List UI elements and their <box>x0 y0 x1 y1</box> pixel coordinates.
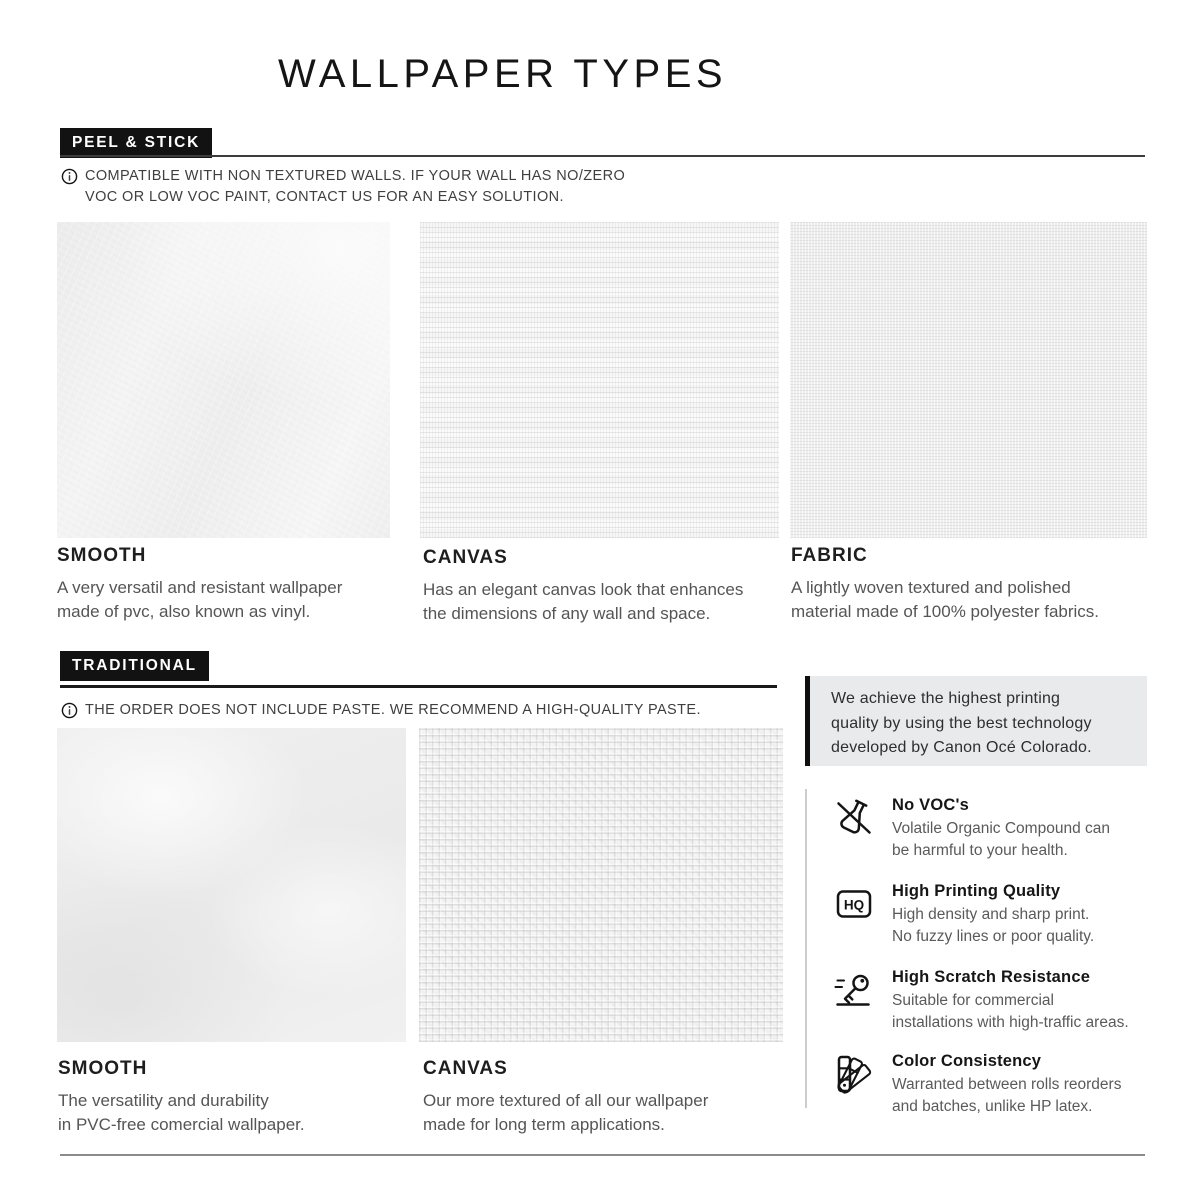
section-label-peel-stick: PEEL & STICK <box>60 128 212 158</box>
peel-stick-note <box>61 166 625 208</box>
swatch-title: SMOOTH <box>58 1058 148 1079</box>
feature-high-printing-quality <box>831 881 1171 947</box>
page-title: WALLPAPER TYPES <box>277 52 728 96</box>
swatch-image-smooth-peel <box>57 222 390 538</box>
swatch-title: CANVAS <box>423 1058 508 1079</box>
swatch-description: Our more textured of all our wallpaper made for long term applications. <box>423 1091 709 1134</box>
info-icon <box>61 168 78 185</box>
swatch-title: FABRIC <box>791 545 868 566</box>
info-icon <box>61 702 78 719</box>
hq-badge-icon <box>831 881 877 927</box>
scratch-key-icon <box>831 967 877 1013</box>
printing-quality-quote-box: We achieve the highest printing quality by using the best technology developed by Canon Océ Colorado. <box>805 676 1147 766</box>
peel-stick-note-text: COMPATIBLE WITH NON TEXTURED WALLS. IF YOUR WALL HAS NO/ZERO VOC OR LOW VOC PAINT, CONTACT US FOR AN EASY SOLUTION. <box>85 168 626 205</box>
feature-text <box>892 795 1110 861</box>
feature-description: Warranted between rolls reorders and batches, unlike HP latex. <box>892 1076 1122 1115</box>
feature-description: Volatile Organic Compound can be harmful to your health. <box>892 820 1110 859</box>
feature-description: High density and sharp print. No fuzzy lines or poor quality. <box>892 906 1095 945</box>
swatch-description: A very versatil and resistant wallpaper made of pvc, also known as vinyl. <box>57 578 343 621</box>
feature-title: High Scratch Resistance <box>892 968 1091 986</box>
feature-title: High Printing Quality <box>892 882 1061 900</box>
traditional-note <box>61 700 701 721</box>
feature-title: No VOC's <box>892 796 970 814</box>
caption-fabric-peel <box>791 545 1099 624</box>
swatch-image-smooth-traditional <box>57 728 406 1042</box>
swatch-description: Has an elegant canvas look that enhances the dimensions of any wall and space. <box>423 580 744 623</box>
features-divider-line <box>805 789 807 1108</box>
caption-smooth-traditional <box>58 1058 305 1137</box>
no-voc-flask-crossed-icon <box>831 795 877 841</box>
caption-canvas-peel <box>423 547 743 626</box>
caption-smooth-peel <box>57 545 342 624</box>
color-swatch-fan-icon <box>831 1051 877 1097</box>
feature-description: Suitable for commercial installations with high-traffic areas. <box>892 992 1129 1031</box>
section-rule-peel-stick <box>60 155 1145 157</box>
feature-text <box>892 881 1094 947</box>
swatch-description: The versatility and durability in PVC-free comercial wallpaper. <box>58 1091 305 1134</box>
swatch-image-canvas-traditional <box>419 728 783 1042</box>
section-label-traditional: TRADITIONAL <box>60 651 209 681</box>
hq-icon-letters: HQ <box>843 897 865 913</box>
feature-text <box>892 1051 1121 1117</box>
swatch-image-fabric-peel <box>790 222 1147 538</box>
swatch-title: SMOOTH <box>57 545 147 566</box>
feature-text <box>892 967 1129 1033</box>
swatch-title: CANVAS <box>423 547 508 568</box>
feature-no-vocs <box>831 795 1171 861</box>
section-rule-traditional <box>60 685 777 688</box>
caption-canvas-traditional <box>423 1058 708 1137</box>
feature-title: Color Consistency <box>892 1052 1042 1070</box>
swatch-description: A lightly woven textured and polished material made of 100% polyester fabrics. <box>791 578 1100 621</box>
traditional-note-text: THE ORDER DOES NOT INCLUDE PASTE. WE RECOMMEND A HIGH-QUALITY PASTE. <box>85 702 701 718</box>
swatch-image-canvas-peel <box>420 222 779 538</box>
feature-color-consistency <box>831 1051 1171 1117</box>
bottom-divider-line <box>60 1154 1145 1156</box>
feature-high-scratch-resistance <box>831 967 1171 1033</box>
